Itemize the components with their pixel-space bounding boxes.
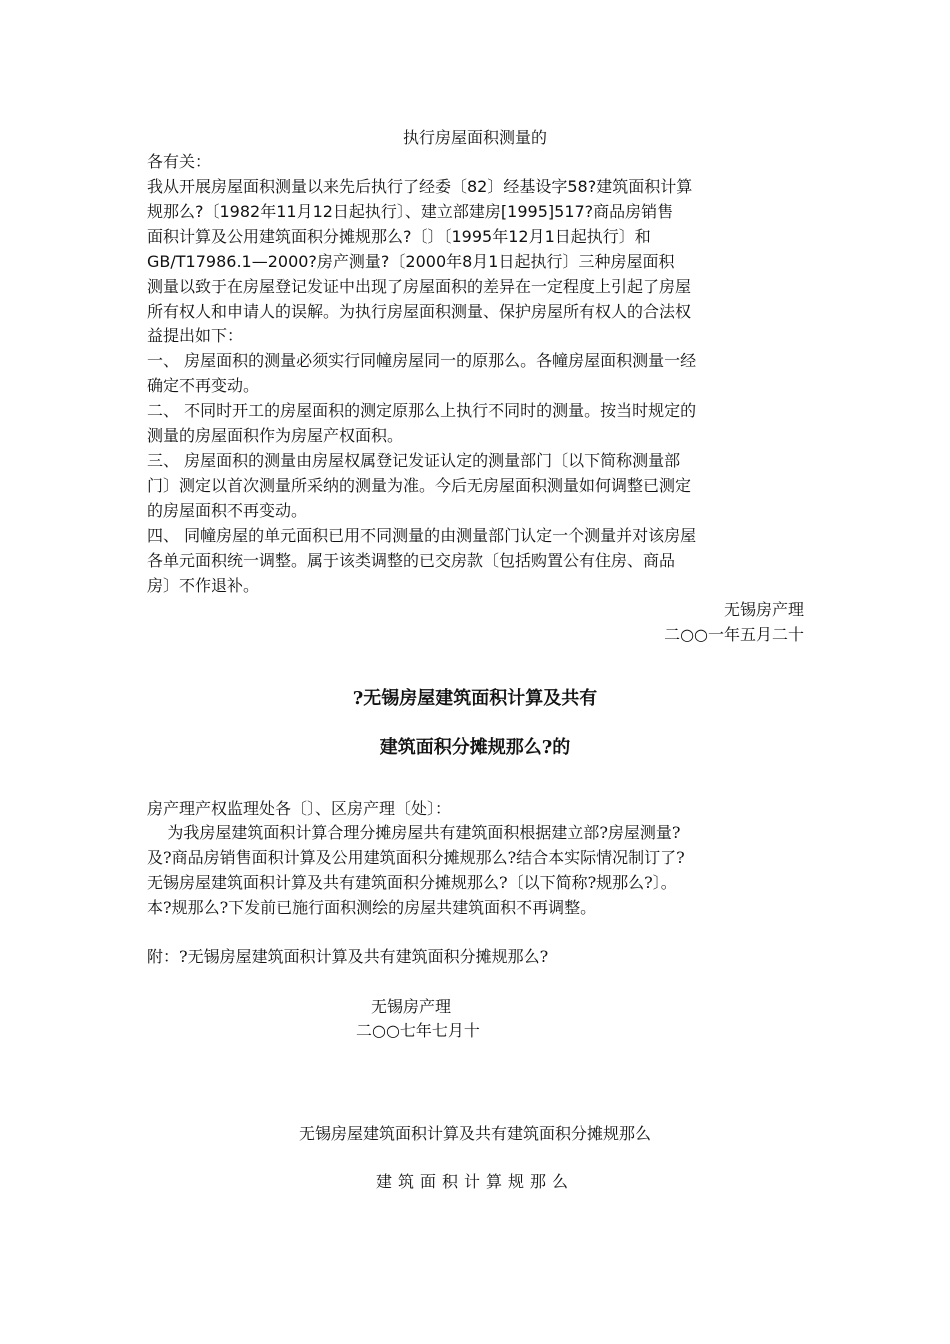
body-line: 测量的房屋面积作为房屋产权面积。 <box>147 426 404 445</box>
notice1-title: 执行房屋面积测量的 <box>402 128 547 147</box>
notice1-salutation: 各有关： <box>147 152 212 171</box>
notice1-signer: 无锡房产理 <box>723 600 804 619</box>
notice2-date: 二○○七年七月十 <box>356 1021 480 1040</box>
rules-section-title: 建筑面积计算规那么 <box>375 1172 574 1191</box>
notice2-salutation: 房产理产权监理处各〔〕、区房产理〔处〕： <box>147 799 452 818</box>
body-line: 本?规那么?下发前已施行面积测绘的房屋共建筑面积不再调整。 <box>147 898 597 917</box>
body-line: 四、 同幢房屋的单元面积已用不同测量的由测量部门认定一个测量并对该房屋 <box>147 526 697 545</box>
body-line: 及?商品房销售面积计算及公用建筑面积分摊规那么?结合本实际情况制订了? <box>147 848 685 867</box>
rules-title: 无锡房屋建筑面积计算及共有建筑面积分摊规那么 <box>298 1124 651 1143</box>
body-line: 三、 房屋面积的测量由房屋权属登记发证认定的测量部门〔以下简称测量部 <box>147 451 681 470</box>
body-line: 面积计算及公用建筑面积分摊规那么?〔〕〔1995年12月1日起执行〕和 <box>147 227 651 246</box>
notice2-signer: 无锡房产理 <box>371 997 452 1016</box>
body-line: 益提出如下： <box>147 326 244 345</box>
body-line: 一、 房屋面积的测量必须实行同幢房屋同一的原那么。各幢房屋面积测量一经 <box>147 351 697 370</box>
body-line: 各单元面积统一调整。属于该类调整的已交房款〔包括购置公有住房、商品 <box>147 551 676 570</box>
body-line: GB/T17986.1—2000?房产测量?〔2000年8月1日起执行〕三种房屋面积 <box>147 252 675 271</box>
body-line: 无锡房屋建筑面积计算及共有建筑面积分摊规那么?〔以下简称?规那么?〕。 <box>147 873 677 892</box>
body-line: 门〕测定以首次测量所采纳的测量为准。今后无房屋面积测量如何调整已测定 <box>147 476 692 495</box>
body-line: 我从开展房屋面积测量以来先后执行了经委〔82〕经基设字58?建筑面积计算 <box>147 177 693 196</box>
notice1-date: 二○○一年五月二十 <box>664 625 804 644</box>
body-line: 确定不再变动。 <box>147 376 260 395</box>
body-line: 规那么?〔1982年11月12日起执行〕、建立部建房[1995]517?商品房销售 <box>147 202 674 221</box>
body-line: 所有权人和申请人的误解。为执行房屋面积测量、保护房屋所有权人的合法权 <box>147 302 692 321</box>
body-line: 房〕不作退补。 <box>147 576 260 595</box>
notice2-attachment: 附：?无锡房屋建筑面积计算及共有建筑面积分摊规那么? <box>147 947 549 966</box>
body-line: 为我房屋建筑面积计算合理分摊房屋共有建筑面积根据建立部?房屋测量? <box>147 823 681 842</box>
notice2-title-line2: 建筑面积分摊规那么?的 <box>379 737 571 758</box>
body-line: 二、 不同时开工的房屋面积的测定原那么上执行不同时的测量。按当时规定的 <box>147 401 697 420</box>
body-line: 的房屋面积不再变动。 <box>147 501 308 520</box>
notice2-title-line1: ?无锡房屋建筑面积计算及共有 <box>352 688 598 709</box>
body-line: 测量以致于在房屋登记发证中出现了房屋面积的差异在一定程度上引起了房屋 <box>147 277 692 296</box>
